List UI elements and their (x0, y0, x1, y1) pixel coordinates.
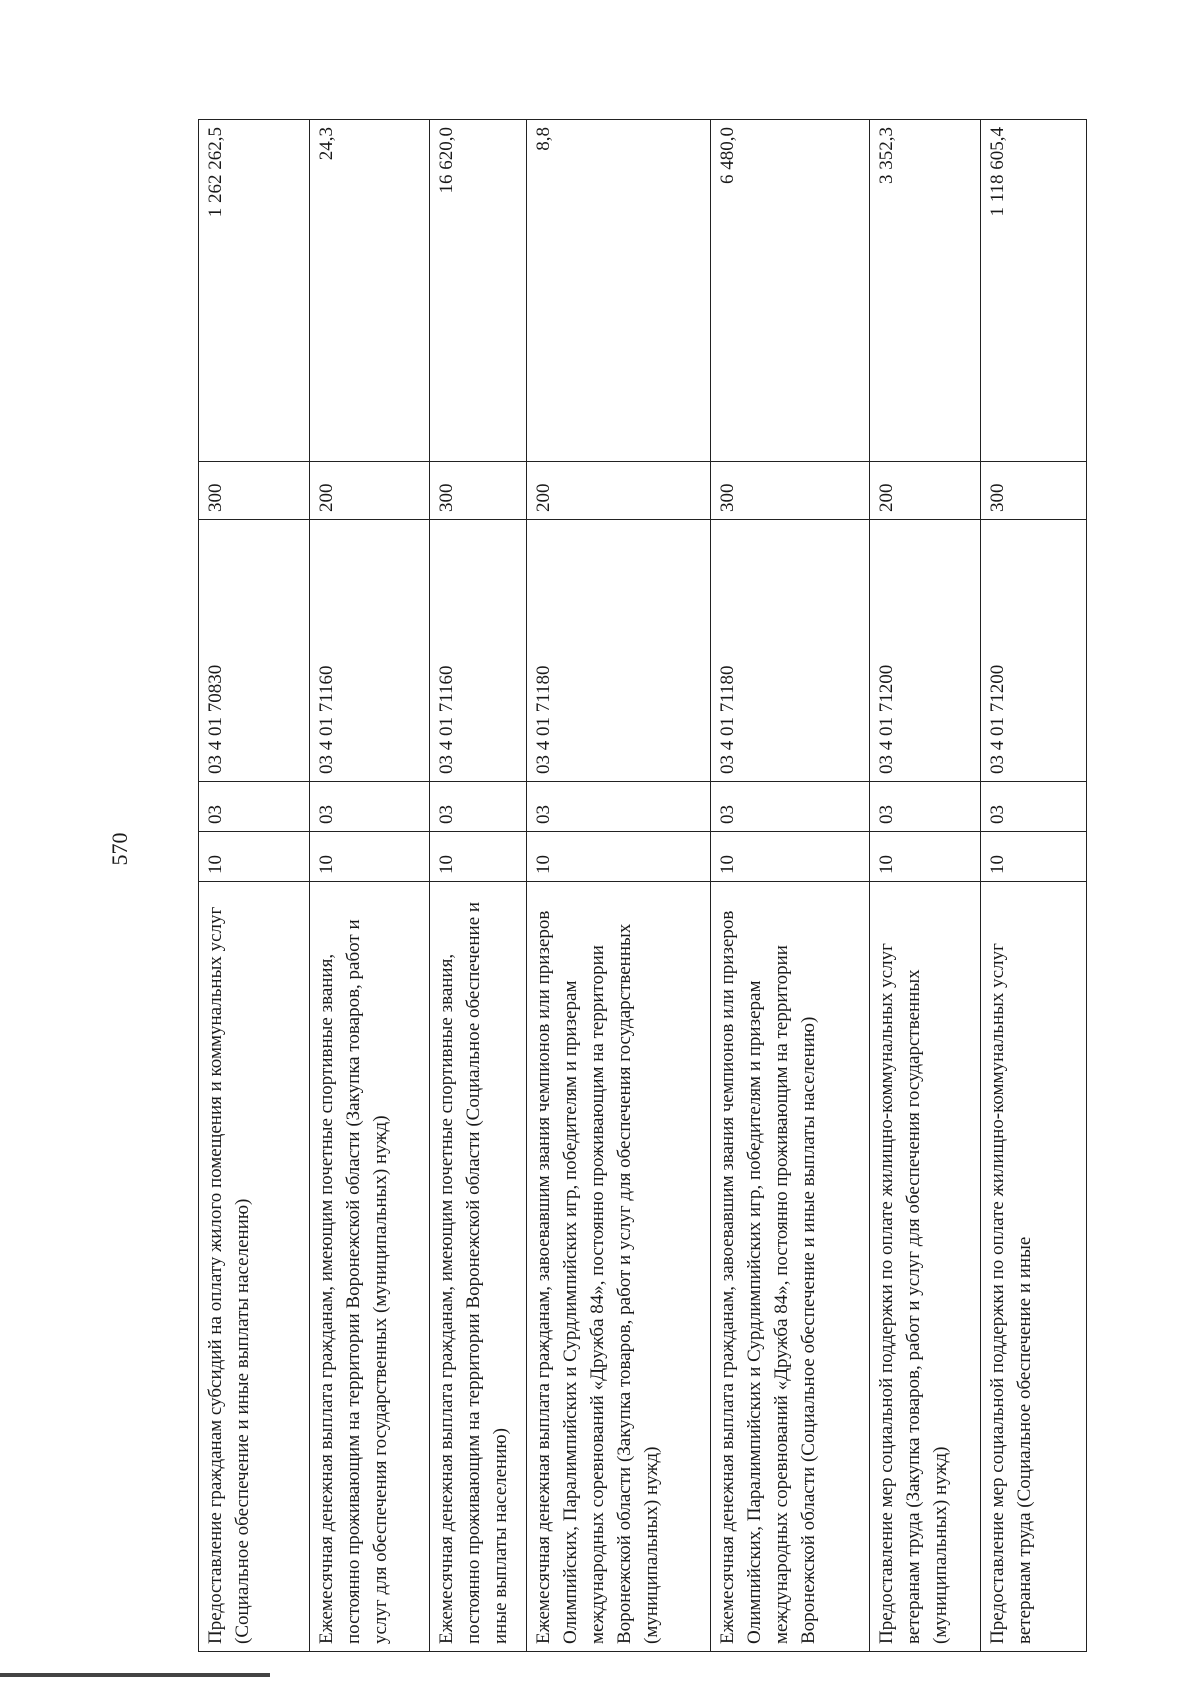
subsection-code-cell: 03 (310, 782, 430, 832)
target-article-cell: 03 4 01 71160 (430, 520, 527, 782)
table-row (430, 120, 527, 1652)
table-row (527, 120, 711, 1652)
target-article-cell: 03 4 01 71200 (870, 520, 981, 782)
section-code-cell: 10 (430, 832, 527, 882)
table-row (870, 120, 981, 1652)
page-number: 570 (107, 832, 132, 866)
expense-type-cell: 200 (527, 462, 711, 520)
subsection-code-cell: 03 (430, 782, 527, 832)
expense-type-cell: 300 (981, 462, 1087, 520)
subsection-code-cell: 03 (711, 782, 870, 832)
expense-type-cell: 300 (711, 462, 870, 520)
rotated-table-container (198, 120, 1086, 1652)
row-name-cell: Ежемесячная денежная выплата гражданам, имеющим почетные спортивные звания, постоянно проживающим на территории Воронежской области (Закупка товаров, работ и услуг для обеспечения государственных (муниципальных) нужд) (310, 882, 430, 1652)
table-row (981, 120, 1087, 1652)
amount-cell: 3 352,3 (870, 120, 981, 462)
row-name-cell: Предоставление мер социальной поддержки по оплате жилищно-коммунальных услуг ветеранам труда (Социальное обеспечение и иные (981, 882, 1087, 1652)
row-name-cell: Ежемесячная денежная выплата гражданам, имеющим почетные спортивные звания, постоянно проживающим на территории Воронежской области (Социальное обеспечение и иные выплаты населению) (430, 882, 527, 1652)
amount-cell: 1 262 262,5 (199, 120, 310, 462)
table-row (310, 120, 430, 1652)
subsection-code-cell: 03 (527, 782, 711, 832)
section-code-cell: 10 (199, 832, 310, 882)
budget-table (198, 119, 1087, 1652)
amount-cell: 24,3 (310, 120, 430, 462)
section-code-cell: 10 (711, 832, 870, 882)
target-article-cell: 03 4 01 71180 (711, 520, 870, 782)
amount-cell: 6 480,0 (711, 120, 870, 462)
target-article-cell: 03 4 01 71180 (527, 520, 711, 782)
table-row (711, 120, 870, 1652)
target-article-cell: 03 4 01 71160 (310, 520, 430, 782)
row-name-cell: Ежемесячная денежная выплата гражданам, завоевавшим звания чемпионов или призеров Олимпийских, Паралимпийских и Сурдлимпийских игр, победителям и призерам международных соревнований «Дружба 84», постоянно проживающим на территории Воронежской области (Закупка товаров, работ и услуг для обеспечения государственных (муниципальных) нужд) (527, 882, 711, 1652)
row-name-cell: Предоставление гражданам субсидий на оплату жилого помещения и коммунальных услуг (Социальное обеспечение и иные выплаты населению) (199, 882, 310, 1652)
table-row (199, 120, 310, 1652)
amount-cell: 1 118 605,4 (981, 120, 1087, 462)
section-code-cell: 10 (310, 832, 430, 882)
target-article-cell: 03 4 01 70830 (199, 520, 310, 782)
expense-type-cell: 200 (870, 462, 981, 520)
row-name-cell: Предоставление мер социальной поддержки по оплате жилищно-коммунальных услуг ветеранам труда (Закупка товаров, работ и услуг для обеспечения государственных (муниципальных) нужд) (870, 882, 981, 1652)
scan-edge-mark (0, 1673, 270, 1677)
expense-type-cell: 300 (199, 462, 310, 520)
subsection-code-cell: 03 (870, 782, 981, 832)
expense-type-cell: 300 (430, 462, 527, 520)
section-code-cell: 10 (981, 832, 1087, 882)
subsection-code-cell: 03 (199, 782, 310, 832)
expense-type-cell: 200 (310, 462, 430, 520)
section-code-cell: 10 (527, 832, 711, 882)
target-article-cell: 03 4 01 71200 (981, 520, 1087, 782)
amount-cell: 8,8 (527, 120, 711, 462)
subsection-code-cell: 03 (981, 782, 1087, 832)
amount-cell: 16 620,0 (430, 120, 527, 462)
section-code-cell: 10 (870, 832, 981, 882)
row-name-cell: Ежемесячная денежная выплата гражданам, завоевавшим звания чемпионов или призеров Олимпийских, Паралимпийских и Сурдлимпийских игр, победителям и призерам международных соревнований «Дружба 84», постоянно проживающим на территории Воронежской области (Социальное обеспечение и иные выплаты населению) (711, 882, 870, 1652)
